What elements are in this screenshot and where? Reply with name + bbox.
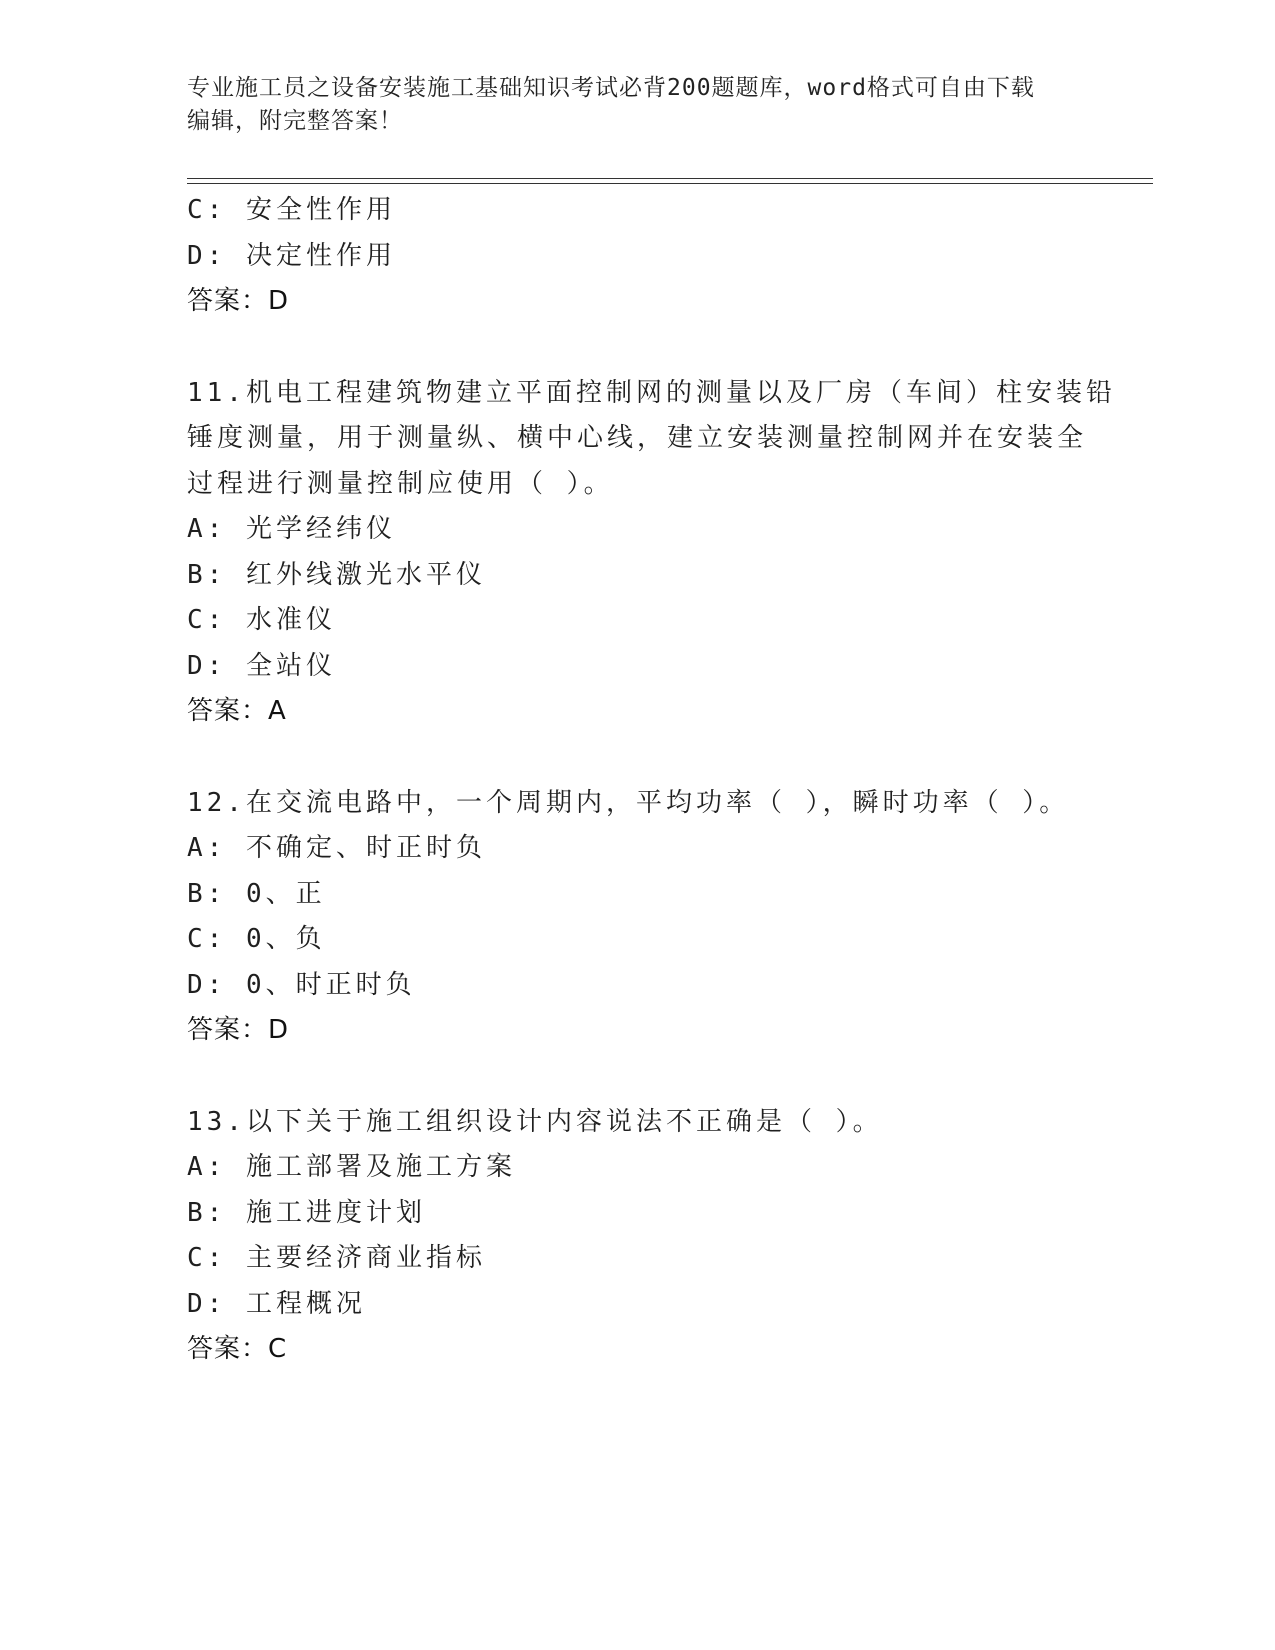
spacer: [187, 1054, 1107, 1100]
answer-line: 答案：D: [187, 1015, 290, 1045]
question-13: [187, 1100, 1107, 1373]
header-line-1: 专业施工员之设备安装施工基础知识考试必背200题题库，word格式可自由下载: [187, 75, 1035, 101]
question-stem-line: 13.以下关于施工组织设计内容说法不正确是（ ）。: [187, 1106, 883, 1137]
option-a: A: 光学经纬仪: [187, 514, 396, 544]
option-c: C: 主要经济商业指标: [187, 1243, 486, 1273]
spacer: [187, 735, 1107, 781]
option-d: D: 工程概况: [187, 1288, 366, 1319]
option-c: C: 水准仪: [187, 605, 336, 635]
answer-line: 答案：C: [187, 1334, 288, 1364]
header-line-2: 编辑，附完整答案！: [187, 108, 403, 134]
option-a: A: 不确定、时正时负: [187, 833, 486, 863]
header-rule-bottom: [187, 183, 1153, 184]
option-b: B: 0、正: [187, 878, 326, 909]
header-rule-top: [187, 178, 1153, 179]
option-d: D: 决定性作用: [187, 240, 396, 271]
option-d: D: 全站仪: [187, 650, 336, 681]
question-stem-line: 11.机电工程建筑物建立平面控制网的测量以及厂房（车间）柱安装铅: [187, 377, 1116, 408]
option-b: B: 红外线激光水平仪: [187, 559, 486, 590]
answer-line: 答案：D: [187, 286, 290, 316]
question-12: [187, 781, 1107, 1054]
spacer: [187, 325, 1107, 371]
question-10-tail: [187, 188, 1107, 325]
option-c: C: 安全性作用: [187, 195, 396, 225]
document-header: [187, 72, 1087, 138]
option-c: C: 0、负: [187, 924, 326, 954]
question-11: [187, 371, 1116, 735]
question-stem-line: 12.在交流电路中，一个周期内，平均功率（ ），瞬时功率（ ）。: [187, 787, 1070, 818]
question-stem-line: 锤度测量，用于测量纵、横中心线，建立安装测量控制网并在安装全: [187, 423, 1088, 453]
option-b: B: 施工进度计划: [187, 1197, 426, 1228]
answer-line: 答案：A: [187, 696, 287, 726]
option-d: D: 0、时正时负: [187, 969, 416, 1000]
question-stem-line: 过程进行测量控制应使用（ ）。: [187, 468, 614, 499]
option-a: A: 施工部署及施工方案: [187, 1152, 516, 1182]
question-content: [187, 188, 1116, 1373]
